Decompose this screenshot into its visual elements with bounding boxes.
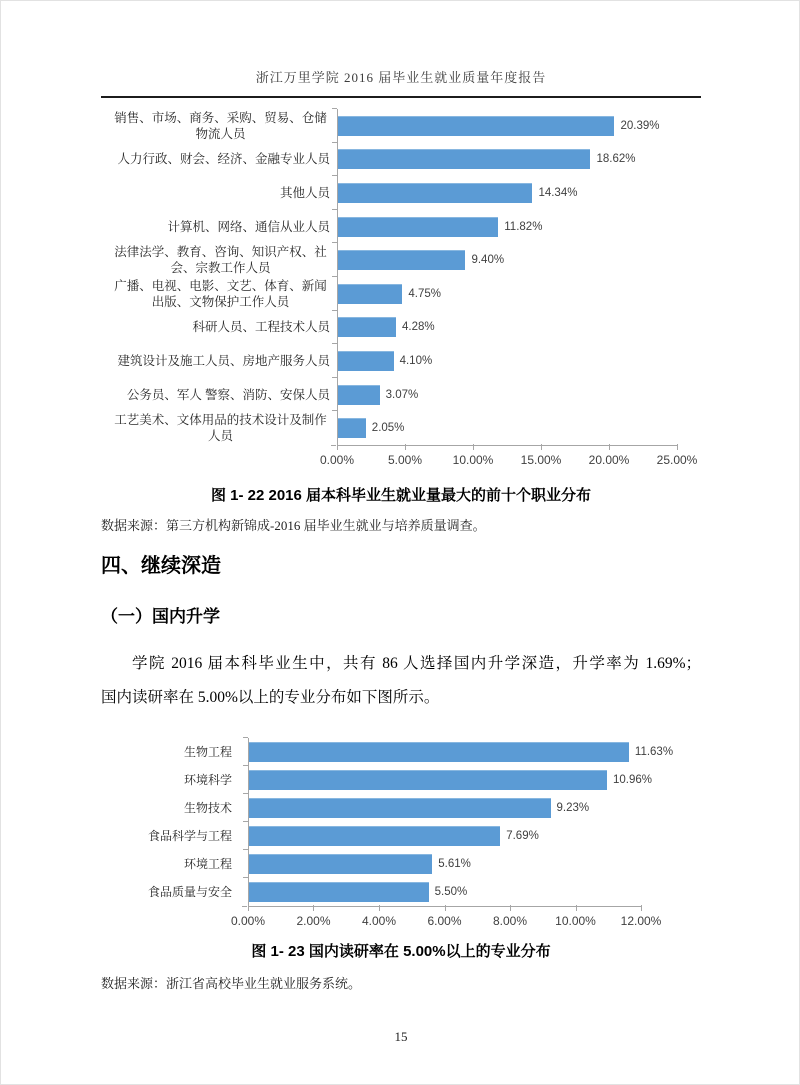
bar: [249, 826, 500, 846]
category-label: 广播、电视、电影、文艺、体育、新闻出版、文物保护工作人员: [114, 278, 327, 309]
page-header: [101, 67, 701, 98]
figure-1-22-chart: [111, 109, 698, 471]
plot-cell: [337, 411, 677, 445]
value-label: 20.39%: [620, 119, 660, 132]
category-cell: [111, 210, 337, 244]
chart-row: [111, 311, 677, 345]
category-cell: [111, 344, 337, 378]
x-axis-tick: [379, 905, 380, 911]
category-label: 法律法学、教育、咨询、知识产权、社会、宗教工作人员: [114, 245, 327, 276]
x-axis-label: 4.00%: [361, 914, 396, 928]
bar: [338, 217, 498, 237]
category-cell: [153, 850, 248, 878]
chart-rows: [147, 738, 674, 906]
x-axis-label: 0.00%: [319, 452, 355, 467]
chart-row: [111, 243, 677, 277]
chart-row: [111, 378, 677, 412]
category-label: 销售、市场、商务、采购、贸易、仓储物流人员: [114, 110, 327, 141]
bar: [249, 742, 629, 762]
chart-row: [111, 411, 677, 445]
x-axis-label: 20.00%: [588, 452, 630, 467]
x-axis-tick: [541, 444, 542, 450]
category-label: 其他人员: [279, 185, 330, 200]
x-axis-label: 12.00%: [620, 914, 662, 928]
category-label: 工艺美术、文体用品的技术设计及制作人员: [114, 413, 327, 444]
plot-cell: [337, 311, 677, 345]
value-label: 4.75%: [408, 287, 442, 300]
bar: [338, 284, 402, 304]
chart-row: [147, 878, 641, 906]
plot-cell: [248, 878, 641, 906]
x-axis-tick: [473, 444, 474, 450]
plot-cell: [248, 794, 641, 822]
bar: [249, 854, 432, 874]
category-cell: [147, 878, 248, 906]
value-label: 11.63%: [634, 746, 674, 758]
value-label: 14.34%: [538, 186, 578, 199]
plot-cell: [248, 850, 641, 878]
chart-row: [111, 344, 677, 378]
figure-1-23-caption: 图 1- 23 国内读研率在 5.00%以上的专业分布: [251, 943, 551, 960]
value-label: 7.69%: [506, 830, 539, 842]
chart-row: [147, 822, 641, 850]
value-label: 3.07%: [385, 388, 419, 401]
bar: [249, 770, 607, 790]
bar: [338, 149, 590, 169]
bar: [338, 116, 614, 136]
figure-1-23-chart: [147, 738, 674, 932]
chart-row: [153, 738, 674, 766]
category-cell: [153, 794, 248, 822]
header-title: 浙江万里学院 2016 届毕业生就业质量年度报告: [255, 70, 547, 85]
x-axis-label: 10.00%: [555, 914, 596, 928]
x-axis: [319, 445, 698, 471]
bar: [338, 183, 532, 203]
category-label: 建筑设计及施工人员、房地产服务人员: [117, 353, 330, 368]
plot-cell: [337, 210, 677, 244]
plot-cell: [337, 277, 677, 311]
value-label: 9.23%: [556, 802, 590, 814]
page-number: 15: [394, 1029, 408, 1044]
x-axis-label: 5.00%: [387, 452, 423, 467]
plot-cell: [248, 822, 641, 850]
category-label: 人力行政、财会、经济、金融专业人员: [117, 152, 330, 167]
bar: [338, 317, 396, 337]
value-label: 9.40%: [471, 254, 505, 267]
category-label: 食品科学与工程: [147, 828, 232, 843]
category-cell: [111, 176, 337, 210]
x-axis-tick: [405, 444, 406, 450]
subsection-heading: （一）国内升学: [101, 607, 220, 626]
category-cell: [153, 766, 248, 794]
body-paragraph: [101, 647, 701, 714]
category-cell: [147, 822, 248, 850]
x-axis-tick: [248, 905, 249, 911]
x-axis-label: 8.00%: [492, 914, 527, 928]
bar: [338, 250, 465, 270]
figure-1-22-source: 数据来源：第三方机构新锦成-2016 届毕业生就业与培养质量调查。: [101, 518, 486, 533]
paragraph-line-2: 国内读研率在 5.00%以上的专业分布如下图所示。: [101, 688, 440, 706]
x-axis-tick: [677, 444, 678, 450]
category-label: 生物工程: [183, 744, 232, 759]
value-label: 5.50%: [434, 886, 468, 898]
plot-cell: [337, 378, 677, 412]
value-label: 4.10%: [399, 354, 433, 367]
x-axis-tick: [576, 905, 577, 911]
value-label: 2.05%: [371, 422, 405, 435]
chart-row: [111, 176, 677, 210]
category-cell: [111, 311, 337, 345]
x-axis-tick: [313, 905, 314, 911]
x-axis-label: 10.00%: [452, 452, 494, 467]
chart-row: [153, 766, 653, 794]
value-label: 5.61%: [438, 858, 471, 870]
x-axis-tick: [510, 905, 511, 911]
bar: [249, 882, 429, 902]
value-label: 18.62%: [596, 153, 636, 166]
category-cell: [153, 738, 248, 766]
plot-cell: [248, 738, 674, 766]
figure-1-23-source: 数据来源：浙江省高校毕业生就业服务系统。: [101, 976, 362, 991]
plot-cell: [337, 344, 677, 378]
x-axis-tick: [641, 905, 642, 911]
category-cell: [111, 411, 337, 445]
plot-cell: [337, 176, 677, 210]
category-label: 科研人员、工程技术人员: [192, 320, 330, 335]
category-label: 环境工程: [183, 856, 232, 871]
category-cell: [111, 143, 337, 177]
x-axis-label: 0.00%: [230, 914, 266, 928]
chart-row: [111, 210, 677, 244]
x-axis-tick: [609, 444, 610, 450]
plot-cell: [337, 243, 677, 277]
category-cell: [111, 109, 337, 143]
category-label: 食品质量与安全: [147, 884, 232, 899]
category-cell: [111, 243, 337, 277]
value-label: 10.96%: [613, 774, 653, 786]
value-label: 4.28%: [402, 321, 435, 334]
chart-row: [111, 143, 677, 177]
category-label: 生物技术: [183, 800, 232, 815]
x-axis-label: 2.00%: [296, 914, 331, 928]
chart-row: [153, 794, 641, 822]
plot-cell: [337, 109, 677, 143]
x-axis: [230, 906, 662, 932]
category-cell: [111, 277, 337, 311]
category-label: 公务员、军人 警察、消防、安保人员: [126, 387, 330, 402]
chart-row: [111, 109, 677, 143]
chart-row: [153, 850, 641, 878]
bar: [249, 798, 551, 818]
figure-1-22-caption: 图 1- 22 2016 届本科毕业生就业量最大的前十个职业分布: [210, 487, 592, 504]
x-axis-label: 6.00%: [427, 914, 462, 928]
value-label: 11.82%: [504, 220, 543, 233]
x-axis-label: 15.00%: [520, 452, 562, 467]
x-axis-tick: [445, 905, 446, 911]
x-axis-tick: [337, 444, 338, 450]
chart-rows: [111, 109, 677, 445]
section-heading: 四、继续深造: [101, 555, 221, 577]
chart-row: [111, 277, 677, 311]
x-axis-label: 25.00%: [656, 452, 698, 467]
plot-cell: [248, 766, 653, 794]
bar: [338, 351, 394, 371]
category-cell: [111, 378, 337, 412]
bar: [338, 418, 366, 438]
category-label: 环境科学: [183, 772, 232, 787]
paragraph-line-1: 学院 2016 届本科毕业生中，共有 86 人选择国内升学深造，升学率为 1.69%；: [132, 655, 701, 672]
plot-cell: [337, 143, 677, 177]
bar: [338, 385, 380, 405]
category-label: 计算机、网络、通信从业人员: [167, 219, 330, 234]
